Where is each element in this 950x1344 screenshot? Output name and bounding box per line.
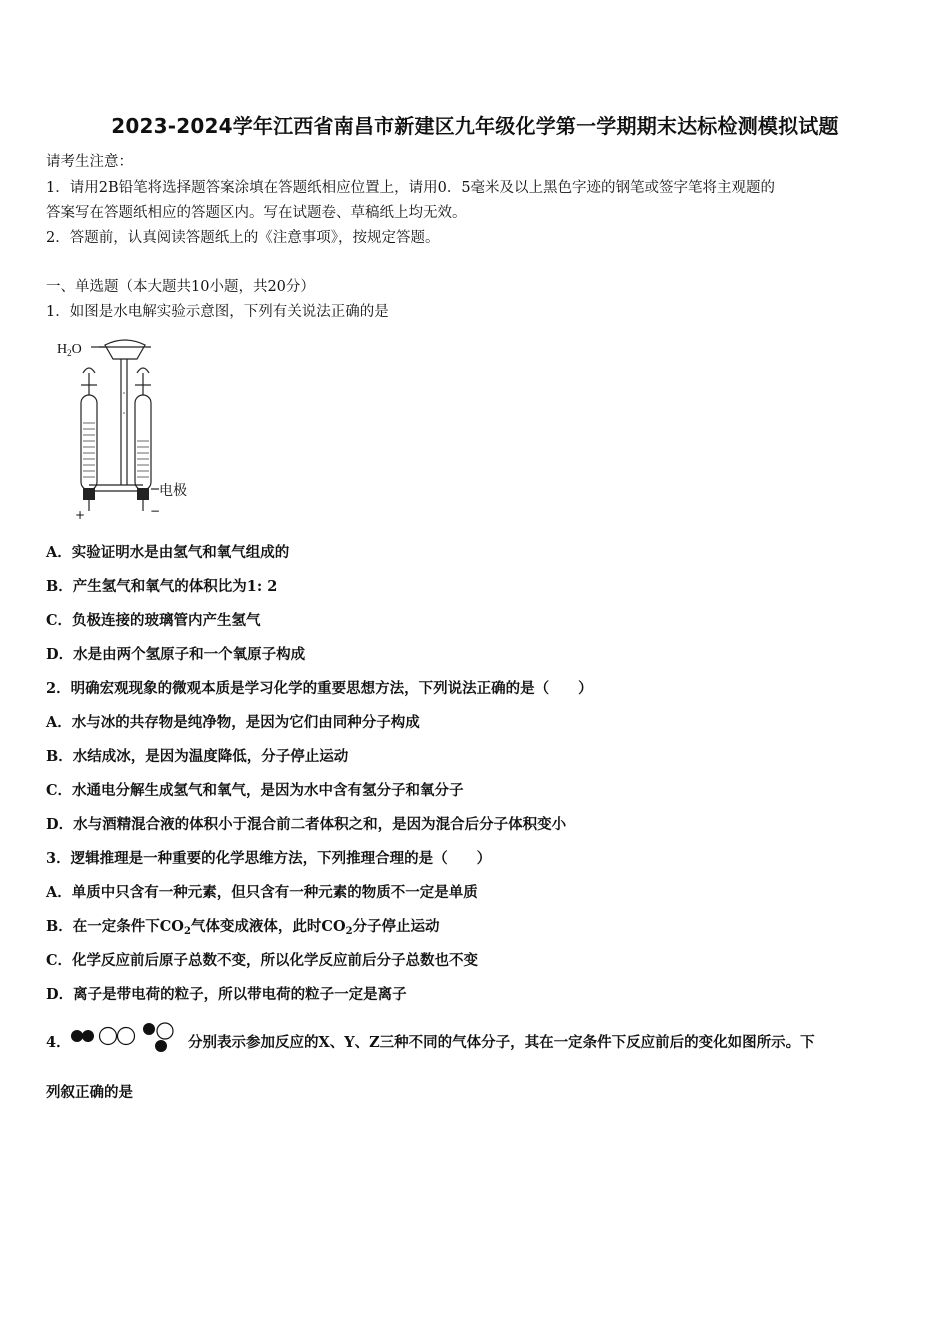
q1-option-a: A．实验证明水是由氢气和氧气组成的 [46, 544, 290, 561]
electrolysis-diagram [55, 333, 205, 523]
plus-sign: + [75, 508, 86, 522]
notice-item-1a: 1．请用2B铅笔将选择题答案涂填在答题纸相应位置上，请用0．5毫米及以上黑色字迹的钢笔或签字笔将主观题的 [46, 180, 776, 196]
question-4-number: 4． [46, 1034, 71, 1051]
q1-option-d: D．水是由两个氢原子和一个氧原子构成 [46, 646, 306, 663]
page-title: 2023-2024学年江西省南昌市新建区九年级化学第一学期期末达标检测模拟试题 [111, 114, 839, 138]
water-label: H [57, 342, 68, 357]
q3-option-a: A．单质中只含有一种元素，但只含有一种元素的物质不一定是单质 [46, 884, 478, 901]
notice-item-1b: 答案写在答题纸相应的答题区内。写在试题卷、草稿纸上均无效。 [46, 205, 467, 221]
section-heading: 一、单选题（本大题共10小题，共20分） [46, 279, 315, 295]
water-label-tail: O [71, 342, 82, 357]
q1-option-b: B．产生氢气和氧气的体积比为1: 2 [46, 578, 278, 595]
q2-option-b: B．水结成冰，是因为温度降低，分子停止运动 [46, 748, 349, 765]
molecule-legend-icon [70, 1021, 186, 1057]
question-3-stem: 3．逻辑推理是一种重要的化学思维方法，下列推理合理的是（ ） [46, 850, 492, 867]
notice-heading: 请考生注意： [46, 154, 133, 170]
notice-item-2: 2．答题前，认真阅读答题纸上的《注意事项》，按规定答题。 [46, 230, 440, 246]
electrode-label: 电极 [159, 483, 187, 499]
q2-option-a: A．水与冰的共存物是纯净物，是因为它们由同种分子构成 [46, 714, 420, 731]
q3-option-d: D．离子是带电荷的粒子，所以带电荷的粒子一定是离子 [46, 986, 407, 1003]
svg-text:H2O [57, 342, 82, 358]
question-4-stem-line-2: 列叙正确的是 [46, 1084, 133, 1101]
q2-option-c: C．水通电分解生成氢气和氧气，是因为水中含有氢分子和氧分子 [46, 782, 464, 799]
minus-sign: − [150, 504, 161, 518]
question-4-stem-line-1: 分别表示参加反应的X、Y、Z三种不同的气体分子，其在一定条件下反应前后的变化如图所示。下 [188, 1034, 815, 1051]
q3-option-b: B．在一定条件下$CO_2$气体变成液体，此时$CO_2$分子停止运动 [46, 918, 440, 937]
question-2-stem: 2．明确宏观现象的微观本质是学习化学的重要思想方法，下列说法正确的是（ ） [46, 680, 593, 697]
q1-option-c: C．负极连接的玻璃管内产生氢气 [46, 612, 261, 629]
question-1-stem: 1．如图是水电解实验示意图，下列有关说法正确的是 [46, 304, 389, 320]
q3-option-c: C．化学反应前后原子总数不变，所以化学反应前后分子总数也不变 [46, 952, 479, 969]
water-subscript: 2 [67, 348, 72, 358]
q2-option-d: D．水与酒精混合液的体积小于混合前二者体积之和，是因为混合后分子体积变小 [46, 816, 567, 833]
